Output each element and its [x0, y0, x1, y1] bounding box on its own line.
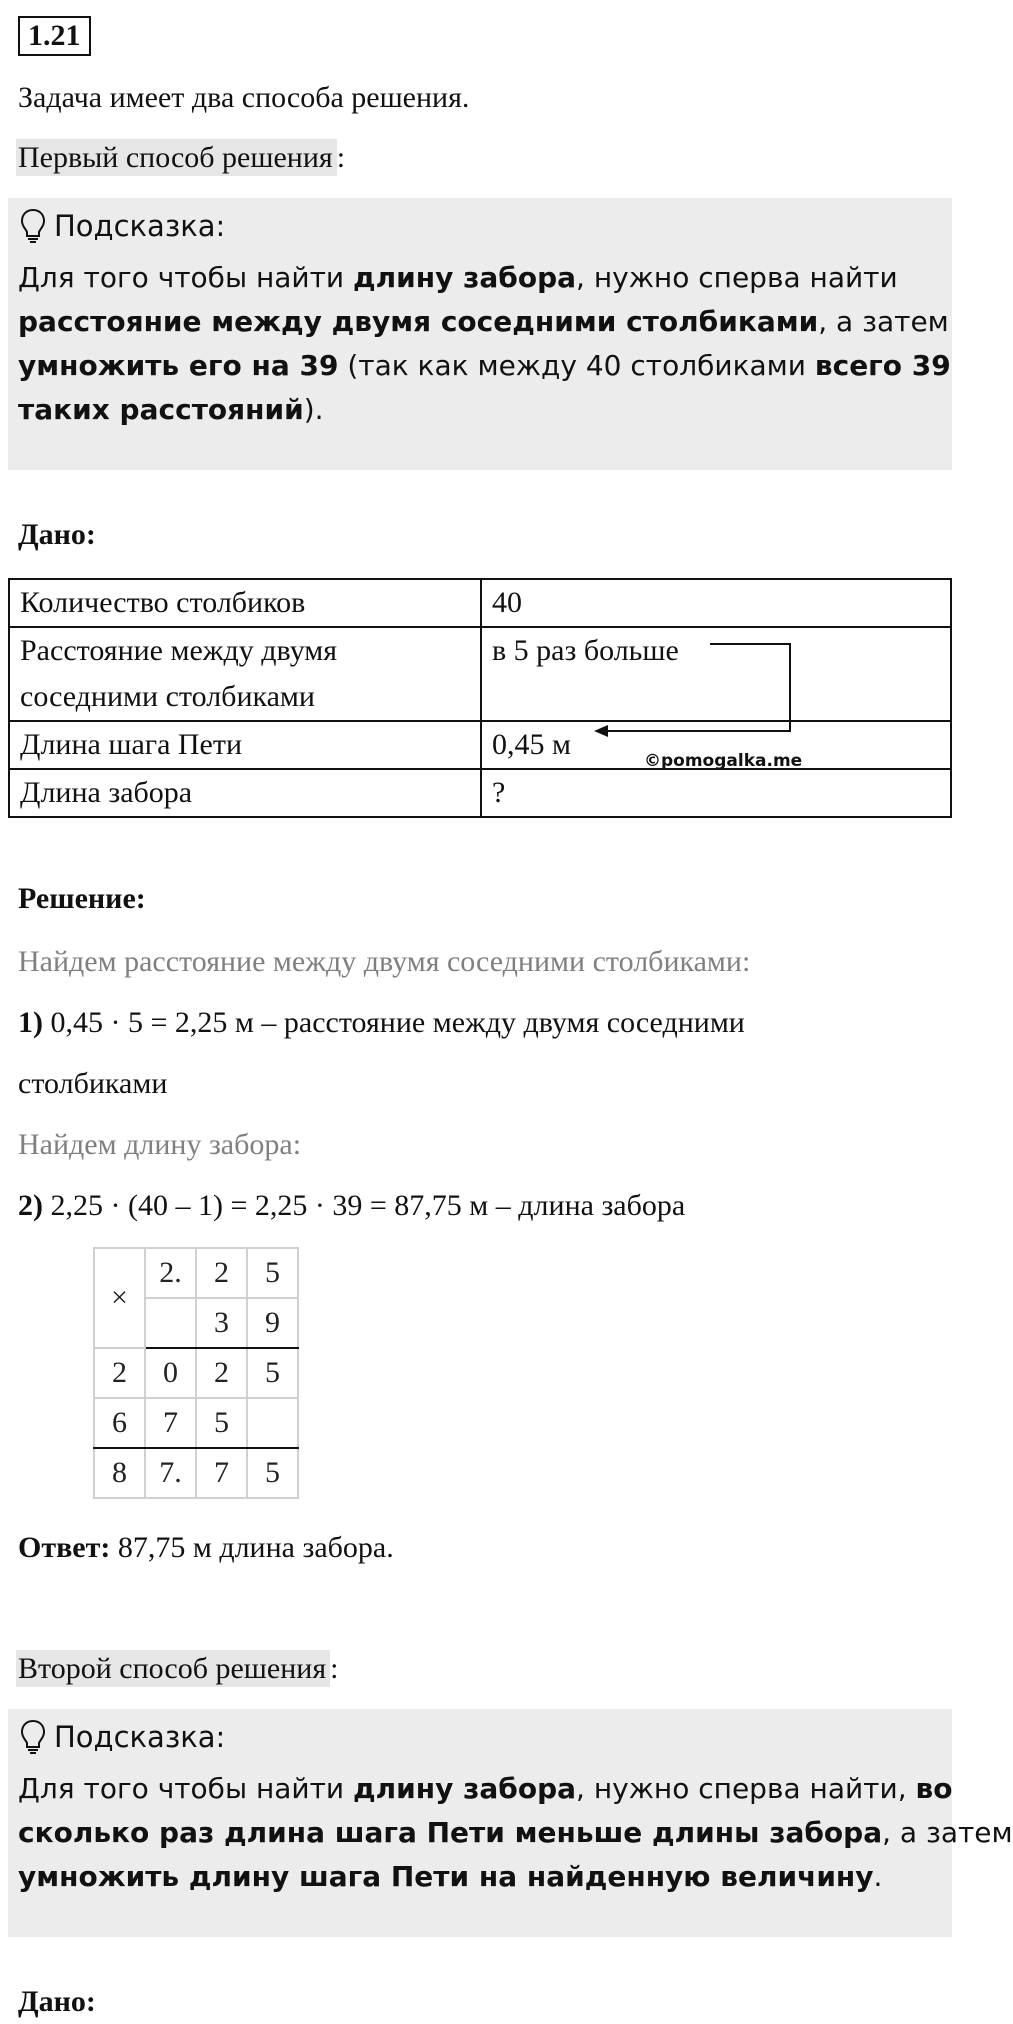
mult-digit: 2	[94, 1348, 145, 1398]
mult-row	[94, 1248, 298, 1298]
hint-line	[18, 1811, 1013, 1855]
hint-title-text-1: Подсказка:	[54, 209, 226, 243]
step1-text: 0,45 · 5 = 2,25 м – расстояние между двумя соседними	[43, 1006, 745, 1039]
hint-text: , а затем	[818, 305, 949, 338]
hint-text: , нужно сперва найти,	[576, 1772, 916, 1805]
hint-body-2	[18, 1767, 1013, 1899]
mult-digit: 9	[247, 1298, 298, 1348]
given-row	[9, 769, 951, 817]
method1-title-text: Первый способ решения	[16, 139, 337, 176]
given-row-value: в 5 раз больше	[481, 627, 951, 721]
multiplication-grid	[93, 1247, 299, 1499]
hint-text: (так как между 40 столбиками	[338, 349, 815, 382]
hint-title-text-2: Подсказка:	[54, 1720, 226, 1754]
multiply-sign: ×	[94, 1248, 145, 1348]
hint-emphasis: умножить его на 39	[18, 349, 339, 382]
mult-digit: 5	[247, 1248, 298, 1298]
hint-line	[18, 388, 951, 432]
given-row-value: 0,45 м	[481, 721, 951, 769]
mult-digit: 2	[196, 1248, 247, 1298]
hint-line	[18, 300, 951, 344]
hint-box-1	[8, 198, 952, 470]
solution-label: Решение:	[18, 882, 146, 915]
step1-comment: Найдем расстояние между двумя соседними столбиками:	[18, 945, 751, 978]
hint-line	[18, 1767, 1013, 1811]
given-table	[8, 578, 952, 818]
given-row-label: Длина забора	[9, 769, 481, 817]
hint-line	[18, 256, 951, 300]
hint-title-1	[20, 208, 225, 244]
hint-box-2	[8, 1709, 1013, 1937]
hint-text: .	[873, 1860, 883, 1893]
given-row	[9, 721, 951, 769]
given-row-value: ?	[481, 769, 951, 817]
mult-row	[94, 1398, 298, 1448]
hint-text: , нужно сперва найти	[576, 261, 898, 294]
lightbulb-icon	[20, 1719, 46, 1755]
mult-digit: 2	[196, 1348, 247, 1398]
answer-text: 87,75 м длина забора.	[110, 1531, 394, 1564]
intro-text: Задача имеет два способа решения.	[18, 81, 470, 114]
mult-digit: 7	[145, 1398, 196, 1448]
hint-emphasis: длину забора	[353, 1772, 577, 1805]
mult-digit: 5	[196, 1398, 247, 1448]
relation-arrow	[580, 630, 800, 750]
step2-line	[18, 1188, 685, 1224]
method2-title-colon: :	[330, 1652, 339, 1685]
step1-line	[18, 1005, 745, 1041]
watermark: ©pomogalka.me	[644, 751, 803, 771]
method2-title	[16, 1651, 338, 1687]
step2-comment: Найдем длину забора:	[18, 1128, 302, 1161]
mult-row	[94, 1348, 298, 1398]
given-row	[9, 579, 951, 627]
hint-text: ).	[303, 393, 324, 426]
step2-number: 2)	[18, 1189, 43, 1222]
mult-row	[94, 1448, 298, 1498]
mult-digit: 2.	[145, 1248, 196, 1298]
mult-digit	[145, 1298, 196, 1348]
mult-digit: 3	[196, 1298, 247, 1348]
hint-body-1	[18, 256, 951, 432]
answer-label: Ответ:	[18, 1531, 111, 1564]
task-number: 1.21	[18, 16, 91, 56]
mult-digit: 7	[196, 1448, 247, 1498]
hint-text: Для того чтобы найти	[18, 261, 354, 294]
hint-emphasis: сколько раз длина шага Пети меньше длины забора	[18, 1816, 883, 1849]
mult-digit: 6	[94, 1398, 145, 1448]
mult-digit: 7.	[145, 1448, 196, 1498]
given-row-value: 40	[481, 579, 951, 627]
given-row	[9, 627, 951, 721]
given-row-label: Количество столбиков	[9, 579, 481, 627]
hint-text: Для того чтобы найти	[18, 1772, 354, 1805]
mult-digit	[247, 1398, 298, 1448]
method1-title	[16, 140, 345, 176]
mult-digit: 8	[94, 1448, 145, 1498]
method1-title-colon: :	[336, 141, 346, 174]
hint-emphasis: во	[915, 1772, 953, 1805]
hint-emphasis: умножить длину шага Пети на найденную величину	[18, 1860, 874, 1893]
given-label-2: Дано:	[18, 1985, 96, 2018]
mult-digit: 5	[247, 1448, 298, 1498]
method2-title-text: Второй способ решения	[16, 1650, 330, 1687]
hint-emphasis: таких расстояний	[18, 393, 304, 426]
given-row-label: Расстояние между двумя соседними столбиками	[9, 627, 481, 721]
hint-emphasis: расстояние между двумя соседними столбиками	[18, 305, 819, 338]
step1-number: 1)	[18, 1006, 43, 1039]
lightbulb-icon	[20, 208, 46, 244]
step2-text: 2,25 · (40 – 1) = 2,25 · 39 = 87,75 м – длина забора	[43, 1189, 686, 1222]
answer-line	[18, 1530, 394, 1566]
mult-digit: 5	[247, 1348, 298, 1398]
step1-line-cont: столбиками	[18, 1067, 168, 1100]
hint-text: , а затем	[882, 1816, 1013, 1849]
hint-line	[18, 1855, 1013, 1899]
mult-digit: 0	[145, 1348, 196, 1398]
hint-emphasis: всего 39	[814, 349, 951, 382]
hint-line	[18, 344, 951, 388]
hint-emphasis: длину забора	[353, 261, 577, 294]
given-row-label: Длина шага Пети	[9, 721, 481, 769]
hint-title-2	[20, 1719, 225, 1755]
given-label-1: Дано:	[18, 518, 96, 551]
